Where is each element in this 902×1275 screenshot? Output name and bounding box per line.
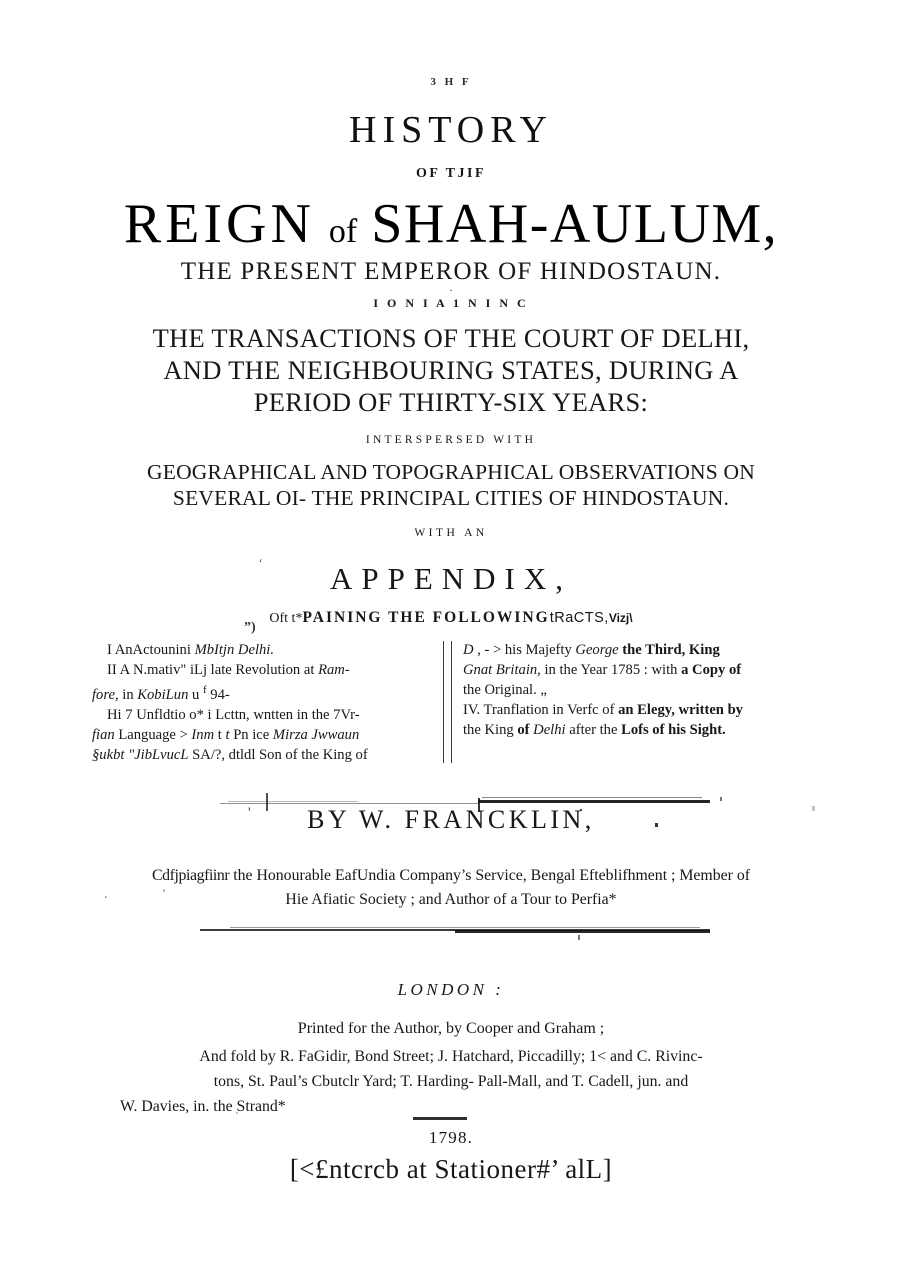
- appendix-with-an-label: WITH AN: [414, 527, 488, 539]
- tract-text-fragment: A N.mativ" iLj late Revolution at: [119, 662, 319, 678]
- tract-text-fragment: fian: [92, 726, 115, 743]
- stray-dot-mark: ·: [449, 283, 453, 297]
- author-credentials-garbled-word: Cdfjpiagfiinr: [152, 867, 230, 884]
- tract-left-line: [92, 725, 432, 745]
- appendix-heading: APPENDIX,: [329, 561, 573, 596]
- tract-text-fragment: in the Year 1785 : with: [540, 662, 682, 678]
- tract-text-fragment: t: [225, 726, 230, 743]
- stray-mark-left-a: ·: [101, 889, 110, 905]
- title-subject: SHAH-AULUM,: [371, 193, 779, 255]
- tract-numeral: Hi: [107, 706, 126, 723]
- tract-text-fragment: KobiLun: [137, 686, 189, 703]
- tract-text-fragment: IV. Tranflation in Verfc of: [463, 702, 619, 718]
- tract-text-fragment: Ram-: [318, 662, 350, 678]
- tract-left-line: [92, 705, 432, 725]
- imprint-sellers: [78, 1044, 824, 1119]
- tract-numeral: I: [107, 642, 115, 658]
- tract-text-fragment: §ukbt "JibLvucL: [92, 746, 189, 763]
- tract-text-fragment: Pn ice: [229, 726, 273, 743]
- tract-list-right-column: [463, 640, 808, 740]
- tract-text-fragment: 94-: [206, 686, 230, 703]
- stray-tick-byline: ': [248, 805, 251, 821]
- appendix-contents-line: [0, 609, 902, 627]
- tract-left-line: [92, 660, 432, 680]
- rule-segment-left-thin: [228, 801, 358, 802]
- column-divider-rule: [443, 641, 452, 763]
- tract-text-fragment: u: [188, 686, 203, 703]
- tract-text-fragment: f: [202, 684, 207, 696]
- appendix-contents-bold: PAINING THE FOLLOWING: [302, 609, 550, 626]
- tract-text-fragment: Inm: [191, 726, 215, 743]
- imprint-sellers-line-2: tons, St. Paul’s Cbutclr Yard; T. Harding- Pall-Mall, and T. Cadell, jun. and: [213, 1073, 689, 1090]
- tract-text-fragment: the King: [463, 722, 518, 738]
- tract-text-fragment: George: [575, 642, 619, 658]
- author-credentials-line-1-rest: the Honourable EafUndia Company’s Service, Bengal Efteblifhment ; Member of: [229, 867, 750, 884]
- imprint-sellers-line-1: And fold by R. FaGidir, Bond Street; J. Hatchard, Piccadilly; 1< and C. Rivinc-: [199, 1048, 703, 1065]
- tract-right-line: [463, 660, 808, 680]
- tract-text-fragment: Delhi: [529, 722, 566, 738]
- imprint-sellers-line-3: W. Davies, in. the Strand*: [120, 1098, 286, 1115]
- tract-text-fragment: after the: [565, 722, 622, 738]
- tract-right-line: [463, 700, 808, 720]
- title-emperor-line: THE PRESENT EMPEROR OF HINDOSTAUN.: [180, 258, 722, 285]
- author-credentials-line-1: [80, 864, 822, 888]
- tract-text-fragment: Gnat Britain,: [463, 662, 541, 678]
- stray-quote-mark: ”): [244, 620, 256, 635]
- rule-speck-b: [720, 797, 722, 801]
- appendix-contents-prefix: Oft t*: [269, 611, 303, 626]
- title-reign-word: REIGN: [123, 193, 315, 255]
- tract-text-fragment: the Third, King: [618, 642, 720, 658]
- imprint-year: 1798.: [428, 1128, 474, 1147]
- stray-mark-appendix: ‘: [256, 555, 264, 571]
- imprint-printer: Printed for the Author, by Cooper and Graham ;: [297, 1020, 605, 1037]
- tract-left-line: [92, 745, 432, 765]
- tract-text-fragment: D: [463, 642, 474, 658]
- tract-text-fragment: Lofs of his Sight.: [621, 722, 726, 738]
- tract-text-fragment: fоre,: [92, 686, 119, 703]
- tract-text-fragment: of: [517, 722, 530, 738]
- scan-speck-2: [236, 1112, 238, 1114]
- imprint-entered-at-stationers: [<£ntcrcb at Stationer#’ alL]: [289, 1154, 613, 1184]
- rule-b-speck: [578, 935, 580, 940]
- tract-text-fragment: t: [214, 726, 226, 743]
- imprint-city: LONDON :: [397, 980, 505, 999]
- transactions-line-2: AND THE NEIGHBOURING STATES, DURING A: [163, 355, 739, 385]
- interspersed-line-1: GEOGRAPHICAL AND TOPOGRAPHICAL OBSERVATIONS ON: [147, 460, 755, 484]
- tract-numeral: II: [107, 662, 120, 678]
- signature-mark: 3 H F: [430, 76, 472, 88]
- interspersed-line-2: SEVERAL OI- THE PRINCIPAL CITIES OF HINDOSTAUN.: [172, 486, 730, 510]
- tract-text-fragment: Language >: [114, 726, 192, 743]
- tract-right-line: [463, 680, 808, 700]
- tract-text-fragment: „: [536, 682, 547, 698]
- tract-text-fragment: MbItjn Delhi.: [194, 642, 275, 658]
- tract-text-fragment: the Original.: [463, 682, 537, 698]
- tract-text-fragment: 7 Unfldtio o* i Lcttn, wntten in the 7Vr-: [125, 706, 360, 723]
- ornamental-rule-year: [413, 1117, 467, 1120]
- tract-text-fragment: Mirza Jwwaun: [272, 726, 360, 743]
- tract-text-fragment: an Elegy, written by: [618, 702, 743, 718]
- title-containing-label: I O N I A 1 N I N C: [373, 296, 529, 310]
- title-of-the: OF TJIF: [415, 166, 486, 181]
- tract-right-line: [463, 720, 808, 740]
- tract-text-fragment: SA/?, dtldl Son of the King of: [188, 746, 368, 763]
- appendix-contents-vizj: Vizj\: [608, 611, 633, 625]
- transactions-line-1: THE TRANSACTIONS OF THE COURT OF DELHI,: [152, 323, 750, 353]
- tract-right-line: [463, 640, 808, 660]
- title-reign-of: of: [328, 213, 358, 250]
- page-title: HISTORY: [349, 109, 553, 151]
- ornamental-rule-lower: [200, 927, 710, 931]
- rule-b-segment-3: [455, 930, 710, 933]
- rule-segment-left: [220, 803, 478, 804]
- interspersed-label: INTERSPERSED WITH: [365, 434, 537, 446]
- tract-text-fragment: , - > his Majefty: [473, 642, 576, 658]
- author-byline: BY W. FRANCKLIN,: [307, 805, 595, 834]
- transactions-line-3: PERIOD OF THIRTY-SIX YEARS:: [253, 387, 649, 417]
- tract-list-left-column: [92, 640, 432, 765]
- scan-speck-1: [812, 806, 815, 811]
- tract-left-line: [92, 680, 432, 705]
- tract-text-fragment: in: [118, 686, 138, 703]
- author-credentials-line-2: Hie Afiatic Society ; and Author of a Tour to Perfia*: [285, 891, 617, 908]
- tract-text-fragment: a Copy of: [681, 662, 742, 678]
- rule-segment-right-thin: [482, 797, 702, 798]
- tract-text-fragment: AnActounini: [114, 642, 195, 658]
- rule-segment-right: [478, 800, 710, 803]
- rule-b-segment-2: [230, 927, 700, 928]
- tract-left-line: [92, 640, 432, 660]
- author-credentials: [80, 864, 822, 912]
- stray-mark-left-b: ': [163, 886, 166, 900]
- appendix-contents-tracts: tRaCTS,: [549, 610, 609, 626]
- title-subject-line: [0, 192, 902, 256]
